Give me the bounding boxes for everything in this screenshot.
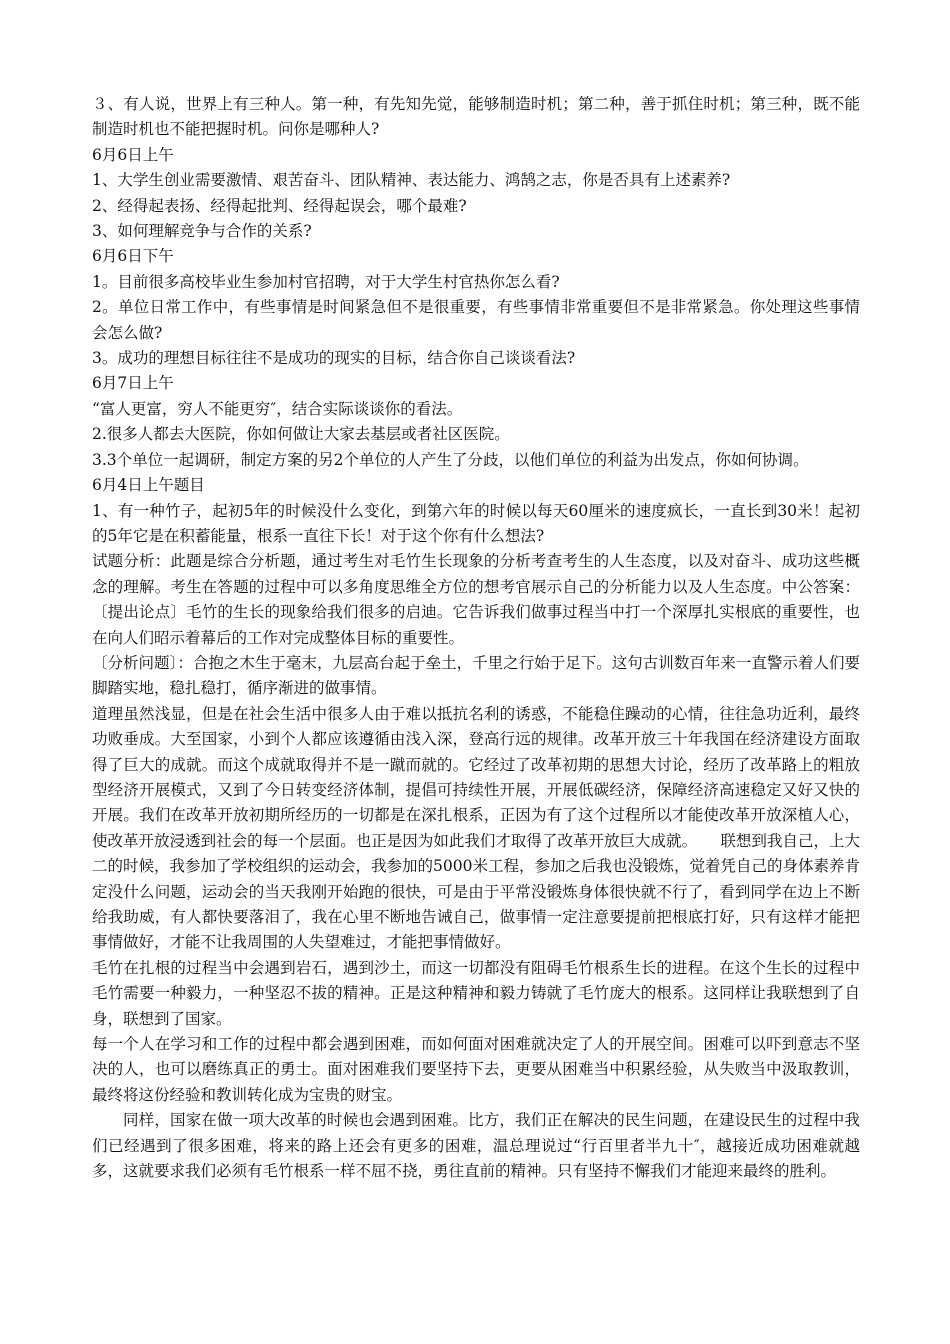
question-paragraph: 2、经得起表扬、经得起批判、经得起误会，哪个最难? (92, 196, 467, 215)
question-paragraph: 3。成功的理想目标往往不是成功的现实的目标，结合你自己谈谈看法? (92, 349, 576, 368)
body-paragraph: 毛竹在扎根的过程当中会遇到岩石，遇到沙土，而这一切都没有阻碍毛竹根系生长的进程。在这个生长的过程中毛竹需要一种毅力，一种坚忍不拔的精神。正是这种精神和毅力铸就了毛竹庞大的根系。这同样让我联想到了自身，联想到了国家。 (92, 958, 860, 1028)
analysis-paragraph: 〔分析问题〕：合抱之木生于毫末，九层高台起于垒土，千里之行始于足下。这句古训数百年来一直警示着人们要脚踏实地，稳扎稳打，循序渐进的做事情。 (92, 653, 860, 698)
question-paragraph: 2.很多人都去大医院，你如何做让大家去基层或者社区医院。 (92, 425, 510, 444)
section-heading: 6月6日上午 (92, 145, 174, 164)
question-paragraph: ３、有人说，世界上有三种人。第一种，有先知先觉，能够制造时机；第二种，善于抓住时机；第三种，既不能制造时机也不能把握时机。问你是哪种人? (92, 95, 860, 139)
section-heading: 6月4日上午题目 (92, 476, 205, 495)
question-paragraph: “富人更富，穷人不能更穷″，结合实际谈谈你的看法。 (92, 399, 463, 418)
analysis-paragraph: 试题分析：此题是综合分析题，通过考生对毛竹生长现象的分析考查考生的人生态度，以及对奋斗、成功这些概念的理解。考生在答题的过程中可以多角度思维全方位的想考官展示自己的分析能力以及人生态度。中公答案：〔提出论点〕毛竹的生长的现象给我们很多的启迪。它告诉我们做事过程当中打一个深厚扎实根底的重要性，也在向人们昭示着幕后的工作对完成整体目标的重要性。 (92, 552, 860, 647)
question-paragraph: 3.3个单位一起调研，制定方案的另2个单位的人产生了分歧，以他们单位的利益为出发点，你如何协调。 (92, 450, 809, 469)
body-paragraph: 同样，国家在做一项大改革的时候也会遇到困难。比方，我们正在解决的民生问题，在建设民生的过程中我们已经遇到了很多困难，将来的路上还会有更多的困难，温总理说过“行百里者半九十″，越接近成功困难就越多，这就要求我们必须有毛竹根系一样不屈不挠，勇往直前的精神。只有坚持不懈我们才能迎来最终的胜利。 (92, 1111, 860, 1181)
section-heading: 6月6日下午 (92, 247, 174, 266)
question-paragraph: 1、有一种竹子，起初5年的时候没什么变化，到第六年的时候以每天60厘米的速度疯长，一直长到30米！起初的5年它是在积蓄能量，根系一直往下长！对于这个你有什么想法? (92, 501, 860, 545)
body-paragraph: 道理虽然浅显，但是在社会生活中很多人由于难以抵抗名利的诱惑，不能稳住躁动的心情，往往急功近利，最终功败垂成。大至国家，小到个人都应该遵循由浅入深，登高行远的规律。改革开放三十年我国在经济建设方面取得了巨大的成就。而这个成就取得并不是一蹴而就的。它经过了改革初期的思想大讨论，经历了改革路上的粗放型经济开展模式，又到了今日转变经济体制，提倡可持续性开展，开展低碳经济，保障经济高速稳定又好又快的开展。我们在改革开放初期所经历的一切都是在深扎根系，正因为有了这个过程所以才能使改革开放深植人心，使改革开放浸透到社会的每一个层面。也正是因为如此我们才取得了改革开放巨大成就。 联想到我自己，上大二的时候，我参加了学校组织的运动会，我参加的5000米工程，参加之后我也没锻炼，觉着凭自己的身体素养肯定没什么问题，运动会的当天我刚开始跑的很快，可是由于平常没锻炼身体很快就不行了，看到同学在边上不断给我助威，有人都快要落泪了，我在心里不断地告诫自己，做事情一定注意要提前把根底打好，只有这样才能把事情做好，才能不让我周围的人失望难过，才能把事情做好。 (92, 704, 860, 952)
section-heading: 6月7日上午 (92, 374, 174, 393)
question-paragraph: 1。目前很多高校毕业生参加村官招聘，对于大学生村官热你怎么看? (92, 272, 560, 291)
document-page (92, 92, 860, 1184)
question-paragraph: 3、如何理解竞争与合作的关系? (92, 222, 312, 241)
question-paragraph: 1、大学生创业需要激情、艰苦奋斗、团队精神、表达能力、鸿鹄之志，你是否具有上述素养? (92, 171, 731, 190)
question-paragraph: 2。单位日常工作中，有些事情是时间紧急但不是很重要，有些事情非常重要但不是非常紧急。你处理这些事情会怎么做? (92, 298, 860, 342)
body-paragraph: 每一个人在学习和工作的过程中都会遇到困难，而如何面对困难就决定了人的开展空间。困难可以吓到意志不坚决的人，也可以磨练真正的勇士。面对困难我们要坚持下去，更要从困难当中积累经验，从失败当中汲取教训，最终将这份经验和教训转化成为宝贵的财宝。 (92, 1035, 860, 1104)
